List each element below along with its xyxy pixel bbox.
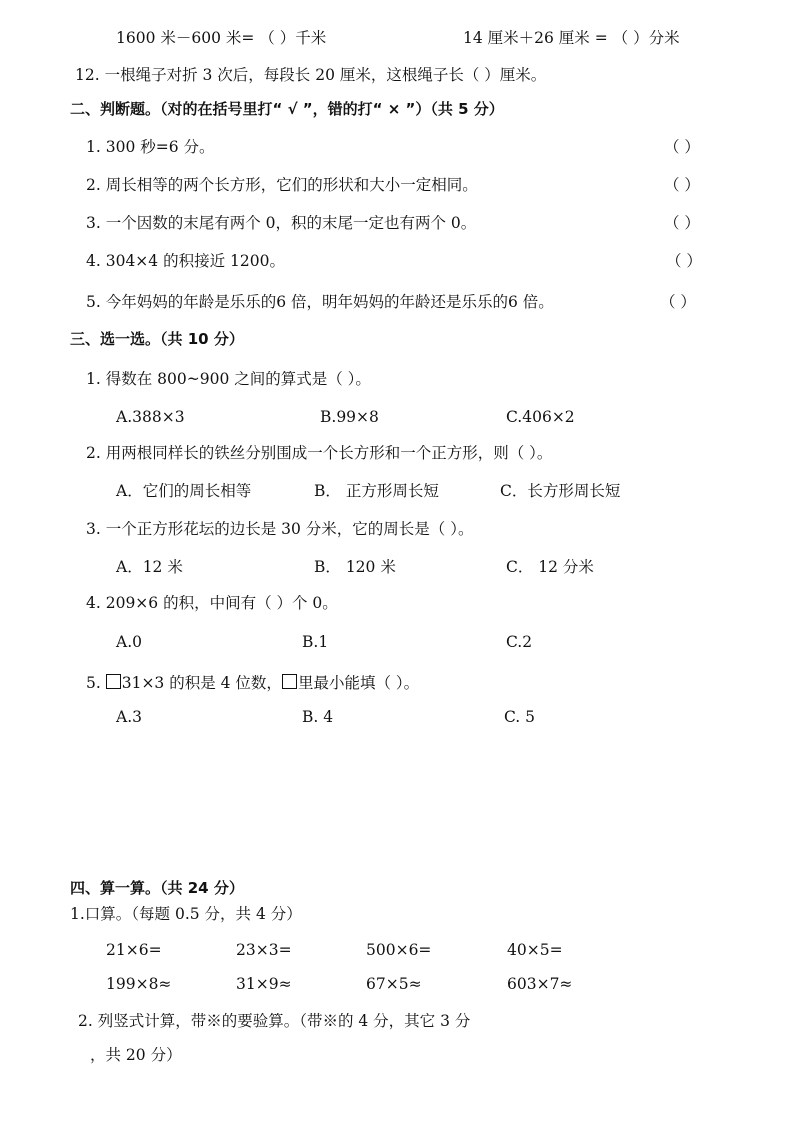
choice-q2-option-a: A．它们的周长相等	[116, 482, 252, 500]
choice-q2-option-b: B． 正方形周长短	[314, 482, 439, 500]
choice-q3-option-c: C． 12 分米	[506, 558, 594, 576]
judge-item-2-answer-paren: （ ）	[664, 176, 700, 194]
judge-item-5: 5. 今年妈妈的年龄是乐乐的6 倍，明年妈妈的年龄还是乐乐的6 倍。	[86, 293, 554, 311]
conversion-question-right: 14 厘米＋26 厘米 = （ ）分米	[463, 29, 680, 47]
blank-square-icon	[106, 674, 121, 689]
question-12: 12. 一根绳子对折 3 次后，每段长 20 厘米，这根绳子长（ ）厘米。	[75, 66, 547, 84]
estimate-item: 603×7≈	[507, 975, 573, 993]
judge-item-3-answer-paren: （ ）	[664, 214, 700, 232]
vertical-calc-instruction: 2. 列竖式计算，带※的要验算。（带※的 4 分，其它 3 分	[78, 1012, 471, 1030]
blank-square-icon	[282, 674, 297, 689]
mental-math-subheading: 1.口算。（每题 0.5 分，共 4 分）	[70, 905, 302, 923]
choice-question-3: 3. 一个正方形花坛的边长是 30 分米，它的周长是（ ）。	[86, 520, 474, 538]
choice-q5-option-a: A.3	[116, 708, 142, 726]
section-3-heading: 三、选一选。（共 10 分）	[70, 330, 244, 348]
vertical-calc-instruction-cont: ，共 20 分）	[90, 1046, 182, 1064]
choice-q4-option-c: C.2	[506, 633, 533, 651]
choice-q4-option-a: A.0	[116, 633, 142, 651]
choice-q5-text-mid: 31×3 的积是 4 位数，	[121, 674, 282, 692]
choice-q1-option-a: A.388×3	[116, 408, 185, 426]
choice-q5-number: 5.	[86, 674, 106, 692]
estimate-item: 199×8≈	[106, 975, 172, 993]
choice-q5-text-suffix: 里最小能填（ ）。	[297, 674, 420, 692]
choice-q3-option-b: B． 120 米	[314, 558, 396, 576]
judge-item-1: 1. 300 秒=6 分。	[86, 138, 215, 156]
judge-item-1-answer-paren: （ ）	[664, 138, 700, 156]
choice-q5-option-b: B. 4	[302, 708, 334, 726]
choice-question-5	[86, 672, 419, 694]
estimate-item: 31×9≈	[236, 975, 292, 993]
mental-math-item: 500×6=	[366, 941, 432, 959]
section-2-heading: 二、判断题。（对的在括号里打“ √ ”，错的打“ × ”）（共 5 分）	[70, 100, 504, 118]
choice-q5-option-c: C. 5	[504, 708, 536, 726]
choice-question-2: 2. 用两根同样长的铁丝分别围成一个长方形和一个正方形，则（ ）。	[86, 444, 553, 462]
mental-math-item: 40×5=	[507, 941, 563, 959]
judge-item-2: 2. 周长相等的两个长方形，它们的形状和大小一定相同。	[86, 176, 478, 194]
mental-math-item: 21×6=	[106, 941, 162, 959]
choice-q3-option-a: A．12 米	[116, 558, 183, 576]
judge-item-4-answer-paren: （ ）	[666, 252, 702, 270]
section-4-heading: 四、算一算。（共 24 分）	[70, 879, 244, 897]
conversion-question-left: 1600 米－600 米= （ ）千米	[116, 29, 327, 47]
mental-math-item: 23×3=	[236, 941, 292, 959]
choice-question-1: 1. 得数在 800~900 之间的算式是（ ）。	[86, 370, 371, 388]
choice-question-4: 4. 209×6 的积，中间有（ ）个 0。	[86, 594, 338, 612]
estimate-item: 67×5≈	[366, 975, 422, 993]
judge-item-5-answer-paren: （ ）	[660, 293, 696, 311]
judge-item-3: 3. 一个因数的末尾有两个 0，积的末尾一定也有两个 0。	[86, 214, 477, 232]
judge-item-4: 4. 304×4 的积接近 1200。	[86, 252, 285, 270]
choice-q4-option-b: B.1	[302, 633, 329, 651]
choice-q1-option-c: C.406×2	[506, 408, 575, 426]
choice-q2-option-c: C．长方形周长短	[500, 482, 621, 500]
choice-q1-option-b: B.99×8	[320, 408, 379, 426]
